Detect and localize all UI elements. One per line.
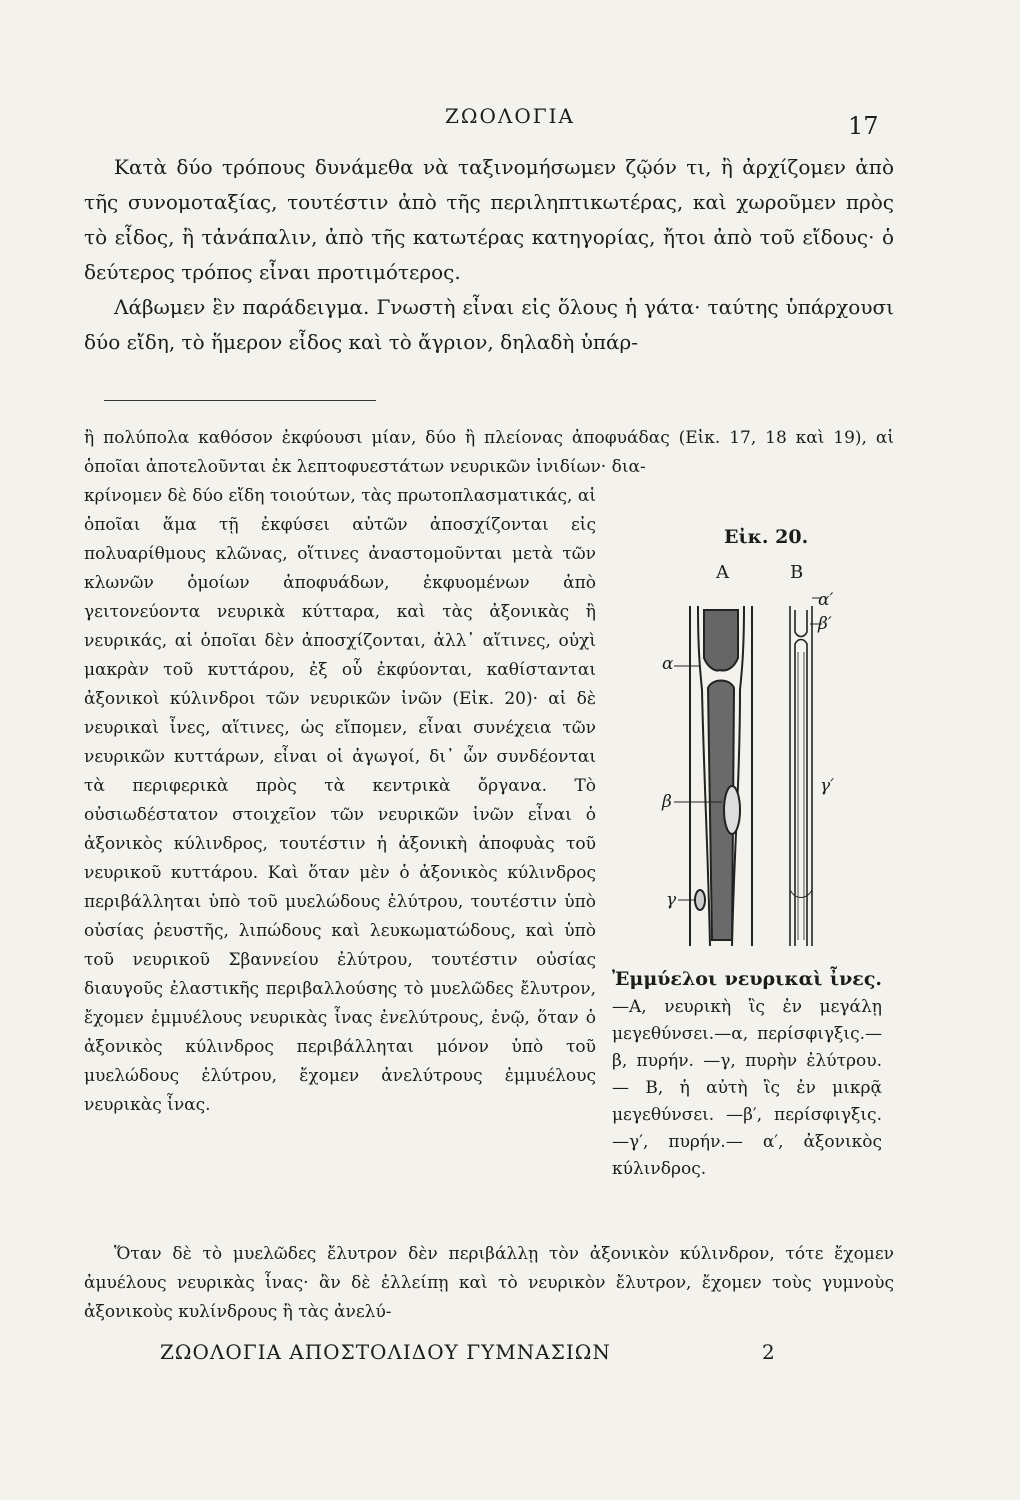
footnote-paragraph: ἢ πολύπολα καθόσον ἐκφύουσι μίαν, δύο ἢ πλείονας ἀποφυάδας (Εἰκ. 17, 18 καὶ 19), αἱ ὁποῖαι ἀποτελοῦνται ἐκ λεπτοφυεστάτων νευρικῶν ἰνιδίων· δια- (84, 428, 894, 477)
footnote-separator (104, 400, 376, 401)
fiber-B (790, 598, 822, 946)
footer-signature-title: ΖΩΟΛΟΓΙΑ ΑΠΟΣΤΟΛΙΔΟΥ ΓΥΜΝΑΣΙΩΝ (160, 1340, 611, 1364)
label-a-prime: α′ (818, 590, 834, 610)
nerve-fiber-illustration (604, 520, 894, 960)
label-g-prime: γ′ (820, 776, 835, 796)
footnote-paragraph: κρίνομεν δὲ δύο εἴδη τοιούτων, τὰς πρωτοπλασματικάς, αἱ ὁποῖαι ἅμα τῇ ἐκφύσει αὐτῶν ἀποσχίζονται εἰς πολυαρίθμους κλῶνας, οἵτινες ἀναστομοῦνται μετὰ τῶν κλωνῶν ὁμοίων ἀποφυάδων, ἐκφυομένων ἀπὸ γειτονεύοντα νευρικὰ κύτταρα, καὶ τὰς ἀξονικὰς ἢ νευρικάς, αἱ ὁποῖαι δὲν ἀποσχίζονται, ἀλλ᾽ αἵτινες, οὐχὶ μακρὰν τοῦ κυττάρου, ἐξ οὗ ἐκφύονται, καθίστανται ἀξονικοὶ κύλινδροι τῶν νευρικῶν ἰνῶν (Εἰκ. 20)· αἱ δὲ νευρικαὶ ἶνες, αἵτινες, ὡς εἴπομεν, εἶναι συνέχεια τῶν νευρικῶν κυττάρων, εἶναι οἱ ἀγωγοί, δι᾽ ὧν συνδέονται τὰ περιφερικὰ πρὸς τὰ κεντρικὰ ὄργανα. Τὸ οὐσιωδέστατον στοιχεῖον τῶν νευρικῶν ἰνῶν εἶναι ὁ ἀξονικὸς κύλινδρος, τουτέστιν ἡ ἀξονικὴ ἀποφυὰς τοῦ νευρικοῦ κυττάρου. Καὶ ὅταν μὲν ὁ ἀξονικὸς κύλινδρος περιβάλληται ὑπὸ τοῦ μυελώδους ἐλύτρου, τουτέστιν ὑπὸ οὐσίας ῥευστῆς, λιπώδους καὶ λευκωματώδους, καὶ ὑπὸ τοῦ νευρικοῦ Σβαννείου ἐλύτρου, τουτέστιν οὐσίας διαυγοῦς ἐλαστικῆς περιβαλλούσης τὸ μυελῶδες ἔλυτρον, ἔχομεν ἐμμυέλους νευρικὰς ἶνας ἐνελύτρους, ἐνῷ, ὅταν ὁ ἀξονικὸς κύλινδρος περιβάλληται μόνον ὑπὸ τοῦ μυελώδους ἐλύτρου, ἔχομεν ἀνελύτρους ἐμμυέλους νευρικὰς ἶνας. (84, 486, 596, 1115)
page-number: 17 (848, 112, 879, 140)
caption-title: Ἐμμύελοι νευρικαὶ ἶνες. (612, 968, 882, 990)
running-header: ΖΩΟΛΟΓΙΑ (445, 104, 575, 128)
footnote-column (84, 482, 596, 1120)
footnote-top (84, 424, 894, 482)
label-b-prime: β′ (818, 614, 832, 634)
footnote-paragraph: Ὅταν δὲ τὸ μυελῶδες ἔλυτρον δὲν περιβάλλῃ τὸν ἀξονικὸν κύλινδρον, τότε ἔχομεν ἀμυέλους νευρικὰς ἶνας· ἂν δὲ ἐλλείπῃ καὶ τὸ νευρικὸν ἔλυτρον, ἔχομεν τοὺς γυμνοὺς ἀξονικοὺς κυλίνδρους ἢ τὰς ἀνελύ- (84, 1244, 894, 1322)
label-B: Β (790, 562, 804, 583)
figure-caption (612, 966, 882, 1183)
label-a: α (662, 654, 674, 674)
caption-text: —Α, νευρικὴ ἲς ἐν μεγάλῃ μεγεθύνσει.—α, περίσφιγξις.—β, πυρήν. —γ, πυρὴν ἐλύτρου.— Β, ἡ αὐτὴ ἲς ἐν μικρᾷ μεγεθύνσει. —β′, περίσφιγξις.—γ′, πυρήν.— α′, ἀξονικὸς κύλινδρος. (612, 997, 882, 1179)
main-text (84, 150, 894, 360)
signature-mark: 2 (762, 1340, 775, 1364)
label-b: β (662, 792, 672, 812)
label-A: Α (716, 562, 729, 583)
fiber-A (674, 606, 752, 946)
footnote-bottom (84, 1240, 894, 1327)
figure-title: Εἰκ. 20. (724, 526, 809, 548)
paragraph: Κατὰ δύο τρόπους δυνάμεθα νὰ ταξινομήσωμεν ζῷόν τι, ἢ ἀρχίζομεν ἀπὸ τῆς συνομοταξίας, τουτέστιν ἀπὸ τῆς περιληπτικωτέρας, καὶ χωροῦμεν πρὸς τὸ εἶδος, ἢ τἀνάπαλιν, ἀπὸ τῆς κατωτέρας κατηγορίας, ἤτοι ἀπὸ τοῦ εἴδους· ὁ δεύτερος τρόπος εἶναι προτιμότερος. (84, 155, 894, 284)
figure-20 (604, 520, 894, 960)
paragraph: Λάβωμεν ἓν παράδειγμα. Γνωστὴ εἶναι εἰς ὅλους ἡ γάτα· ταύτης ὑπάρχουσι δύο εἴδη, τὸ ἥμερον εἶδος καὶ τὸ ἄγριον, δηλαδὴ ὑπάρ- (84, 295, 894, 354)
label-g: γ (666, 890, 677, 910)
